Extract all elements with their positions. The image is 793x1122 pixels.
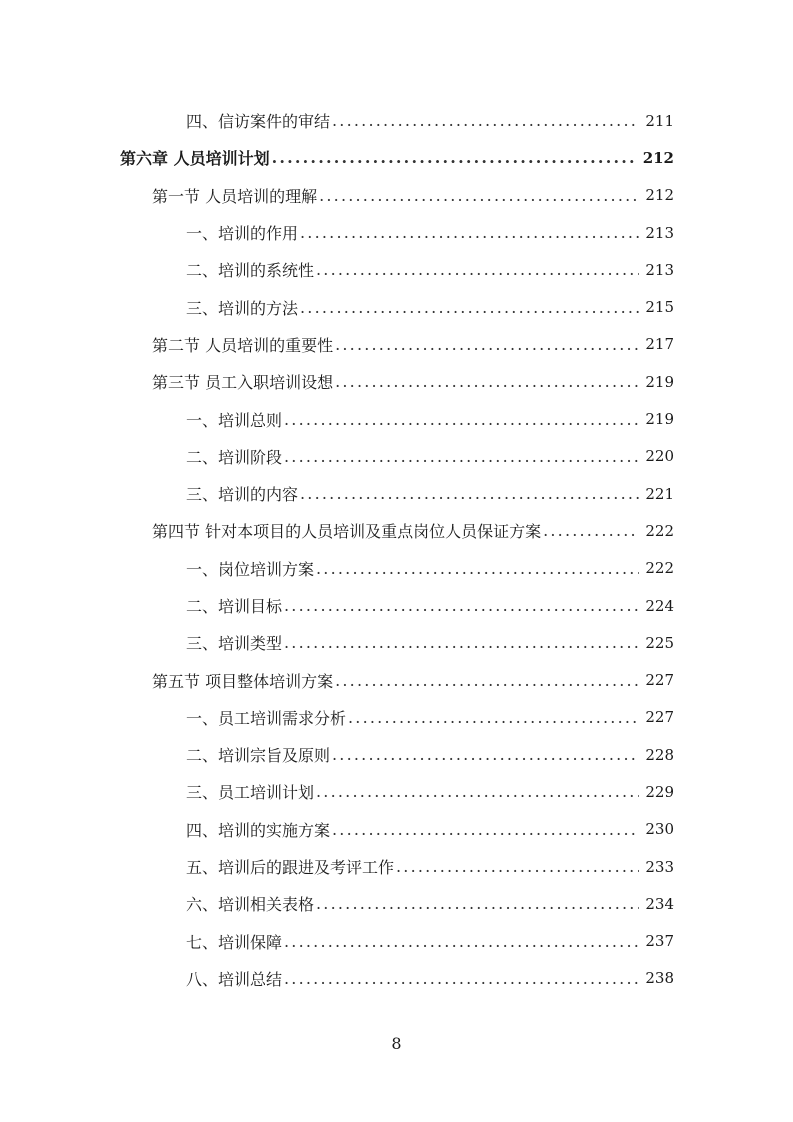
toc-entry[interactable] [0, 438, 793, 475]
toc-entry-page: 237 [645, 932, 674, 951]
toc-entry[interactable] [0, 848, 793, 885]
toc-entry-title: 第一节 人员培训的理解 [152, 186, 318, 206]
dot-leader [284, 969, 639, 988]
toc-section-entry[interactable] [0, 326, 793, 363]
dot-leader [335, 671, 639, 690]
toc-section-entry[interactable] [0, 661, 793, 698]
dot-leader [332, 820, 639, 839]
toc-entry-title: 六、培训相关表格 [186, 895, 315, 915]
toc-entry[interactable] [0, 251, 793, 288]
dot-leader [316, 894, 639, 913]
toc-entry-title: 七、培训保障 [186, 932, 283, 952]
dot-leader [396, 857, 639, 876]
dot-leader [335, 372, 639, 391]
toc-entry-title: 一、员工培训需求分析 [186, 708, 347, 728]
toc-entry-title: 二、培训的系统性 [186, 261, 315, 281]
toc-entry-title: 二、培训阶段 [186, 447, 283, 467]
toc-entry-title: 五、培训后的跟进及考评工作 [186, 858, 395, 878]
dot-leader [543, 521, 639, 540]
toc-entry-page: 221 [645, 484, 674, 503]
dot-leader [316, 559, 639, 578]
toc-entry-title: 第六章 人员培训计划 [120, 149, 270, 169]
dot-leader [300, 223, 639, 242]
toc-entry[interactable] [0, 475, 793, 512]
toc-entry-title: 第三节 员工入职培训设想 [152, 373, 334, 393]
toc-entry-page: 224 [645, 596, 674, 615]
toc-entry-title: 二、培训目标 [186, 597, 283, 616]
toc-entry-page: 211 [645, 111, 674, 130]
dot-leader [335, 335, 639, 354]
toc-entry-title: 三、培训的内容 [186, 485, 299, 505]
toc-entry[interactable] [0, 400, 793, 437]
dot-leader [284, 932, 639, 951]
toc-entry-title: 第四节 针对本项目的人员培训及重点岗位人员保证方案 [152, 522, 542, 542]
toc-entry-title: 四、培训的实施方案 [186, 820, 331, 840]
toc-entry-page: 219 [645, 410, 674, 429]
toc-entry[interactable] [0, 923, 793, 960]
toc-entry-title: 第二节 人员培训的重要性 [152, 335, 334, 355]
toc-entry-title: 一、培训的作用 [186, 224, 299, 244]
toc-entry[interactable] [0, 773, 793, 810]
toc-entry-page: 230 [645, 820, 674, 839]
toc-entry-page: 219 [645, 372, 674, 391]
toc-section-entry[interactable] [0, 512, 793, 549]
table-of-contents [0, 102, 793, 997]
toc-entry[interactable] [0, 624, 793, 661]
toc-entry[interactable] [0, 699, 793, 736]
toc-entry-page: 220 [645, 447, 674, 466]
dot-leader [300, 298, 639, 317]
toc-entry-page: 213 [645, 223, 674, 242]
toc-entry-page: 238 [645, 969, 674, 988]
toc-entry-page: 234 [645, 894, 674, 913]
dot-leader [316, 782, 639, 801]
dot-leader [284, 447, 639, 466]
toc-entry-title: 二、培训宗旨及原则 [186, 746, 331, 766]
toc-entry-title: 一、培训总则 [186, 410, 283, 430]
toc-entry-page: 215 [645, 298, 674, 317]
dot-leader [319, 186, 639, 205]
toc-entry-page: 225 [645, 633, 674, 652]
dot-leader [272, 148, 637, 167]
toc-entry-title: 三、培训类型 [186, 634, 283, 654]
toc-entry-page: 222 [645, 559, 674, 578]
toc-section-entry[interactable] [0, 177, 793, 214]
toc-entry[interactable] [0, 288, 793, 325]
dot-leader [284, 596, 639, 615]
toc-entry-page: 227 [645, 671, 674, 690]
toc-entry-page: 222 [645, 521, 674, 540]
toc-chapter-entry[interactable] [0, 139, 793, 176]
toc-entry[interactable] [0, 736, 793, 773]
toc-section-entry[interactable] [0, 363, 793, 400]
toc-entry[interactable] [0, 550, 793, 587]
toc-entry[interactable] [0, 811, 793, 848]
toc-entry-page: 212 [642, 148, 674, 167]
dot-leader [332, 745, 639, 764]
toc-entry-title: 第五节 项目整体培训方案 [152, 671, 334, 691]
toc-entry-title: 八、培训总结 [186, 969, 283, 989]
dot-leader [332, 111, 639, 130]
toc-entry-page: 233 [645, 857, 674, 876]
dot-leader [300, 484, 639, 503]
toc-entry-page: 229 [645, 782, 674, 801]
dot-leader [284, 633, 639, 652]
dot-leader [348, 708, 639, 727]
toc-entry[interactable] [0, 587, 793, 624]
toc-entry[interactable] [0, 885, 793, 922]
toc-entry-page: 227 [645, 708, 674, 727]
dot-leader [284, 410, 639, 429]
toc-entry[interactable] [0, 960, 793, 997]
toc-entry-page: 212 [645, 186, 674, 205]
toc-entry-page: 217 [645, 335, 674, 354]
toc-entry-title: 三、员工培训计划 [186, 783, 315, 803]
toc-entry-title: 一、岗位培训方案 [186, 559, 315, 579]
toc-entry-page: 213 [645, 260, 674, 279]
toc-entry-title: 四、信访案件的审结 [186, 112, 331, 132]
toc-entry[interactable] [0, 214, 793, 251]
toc-entry-page: 228 [645, 745, 674, 764]
page-number: 8 [391, 1034, 402, 1053]
toc-entry-title: 三、培训的方法 [186, 298, 299, 318]
toc-entry[interactable] [0, 102, 793, 139]
dot-leader [316, 260, 639, 279]
